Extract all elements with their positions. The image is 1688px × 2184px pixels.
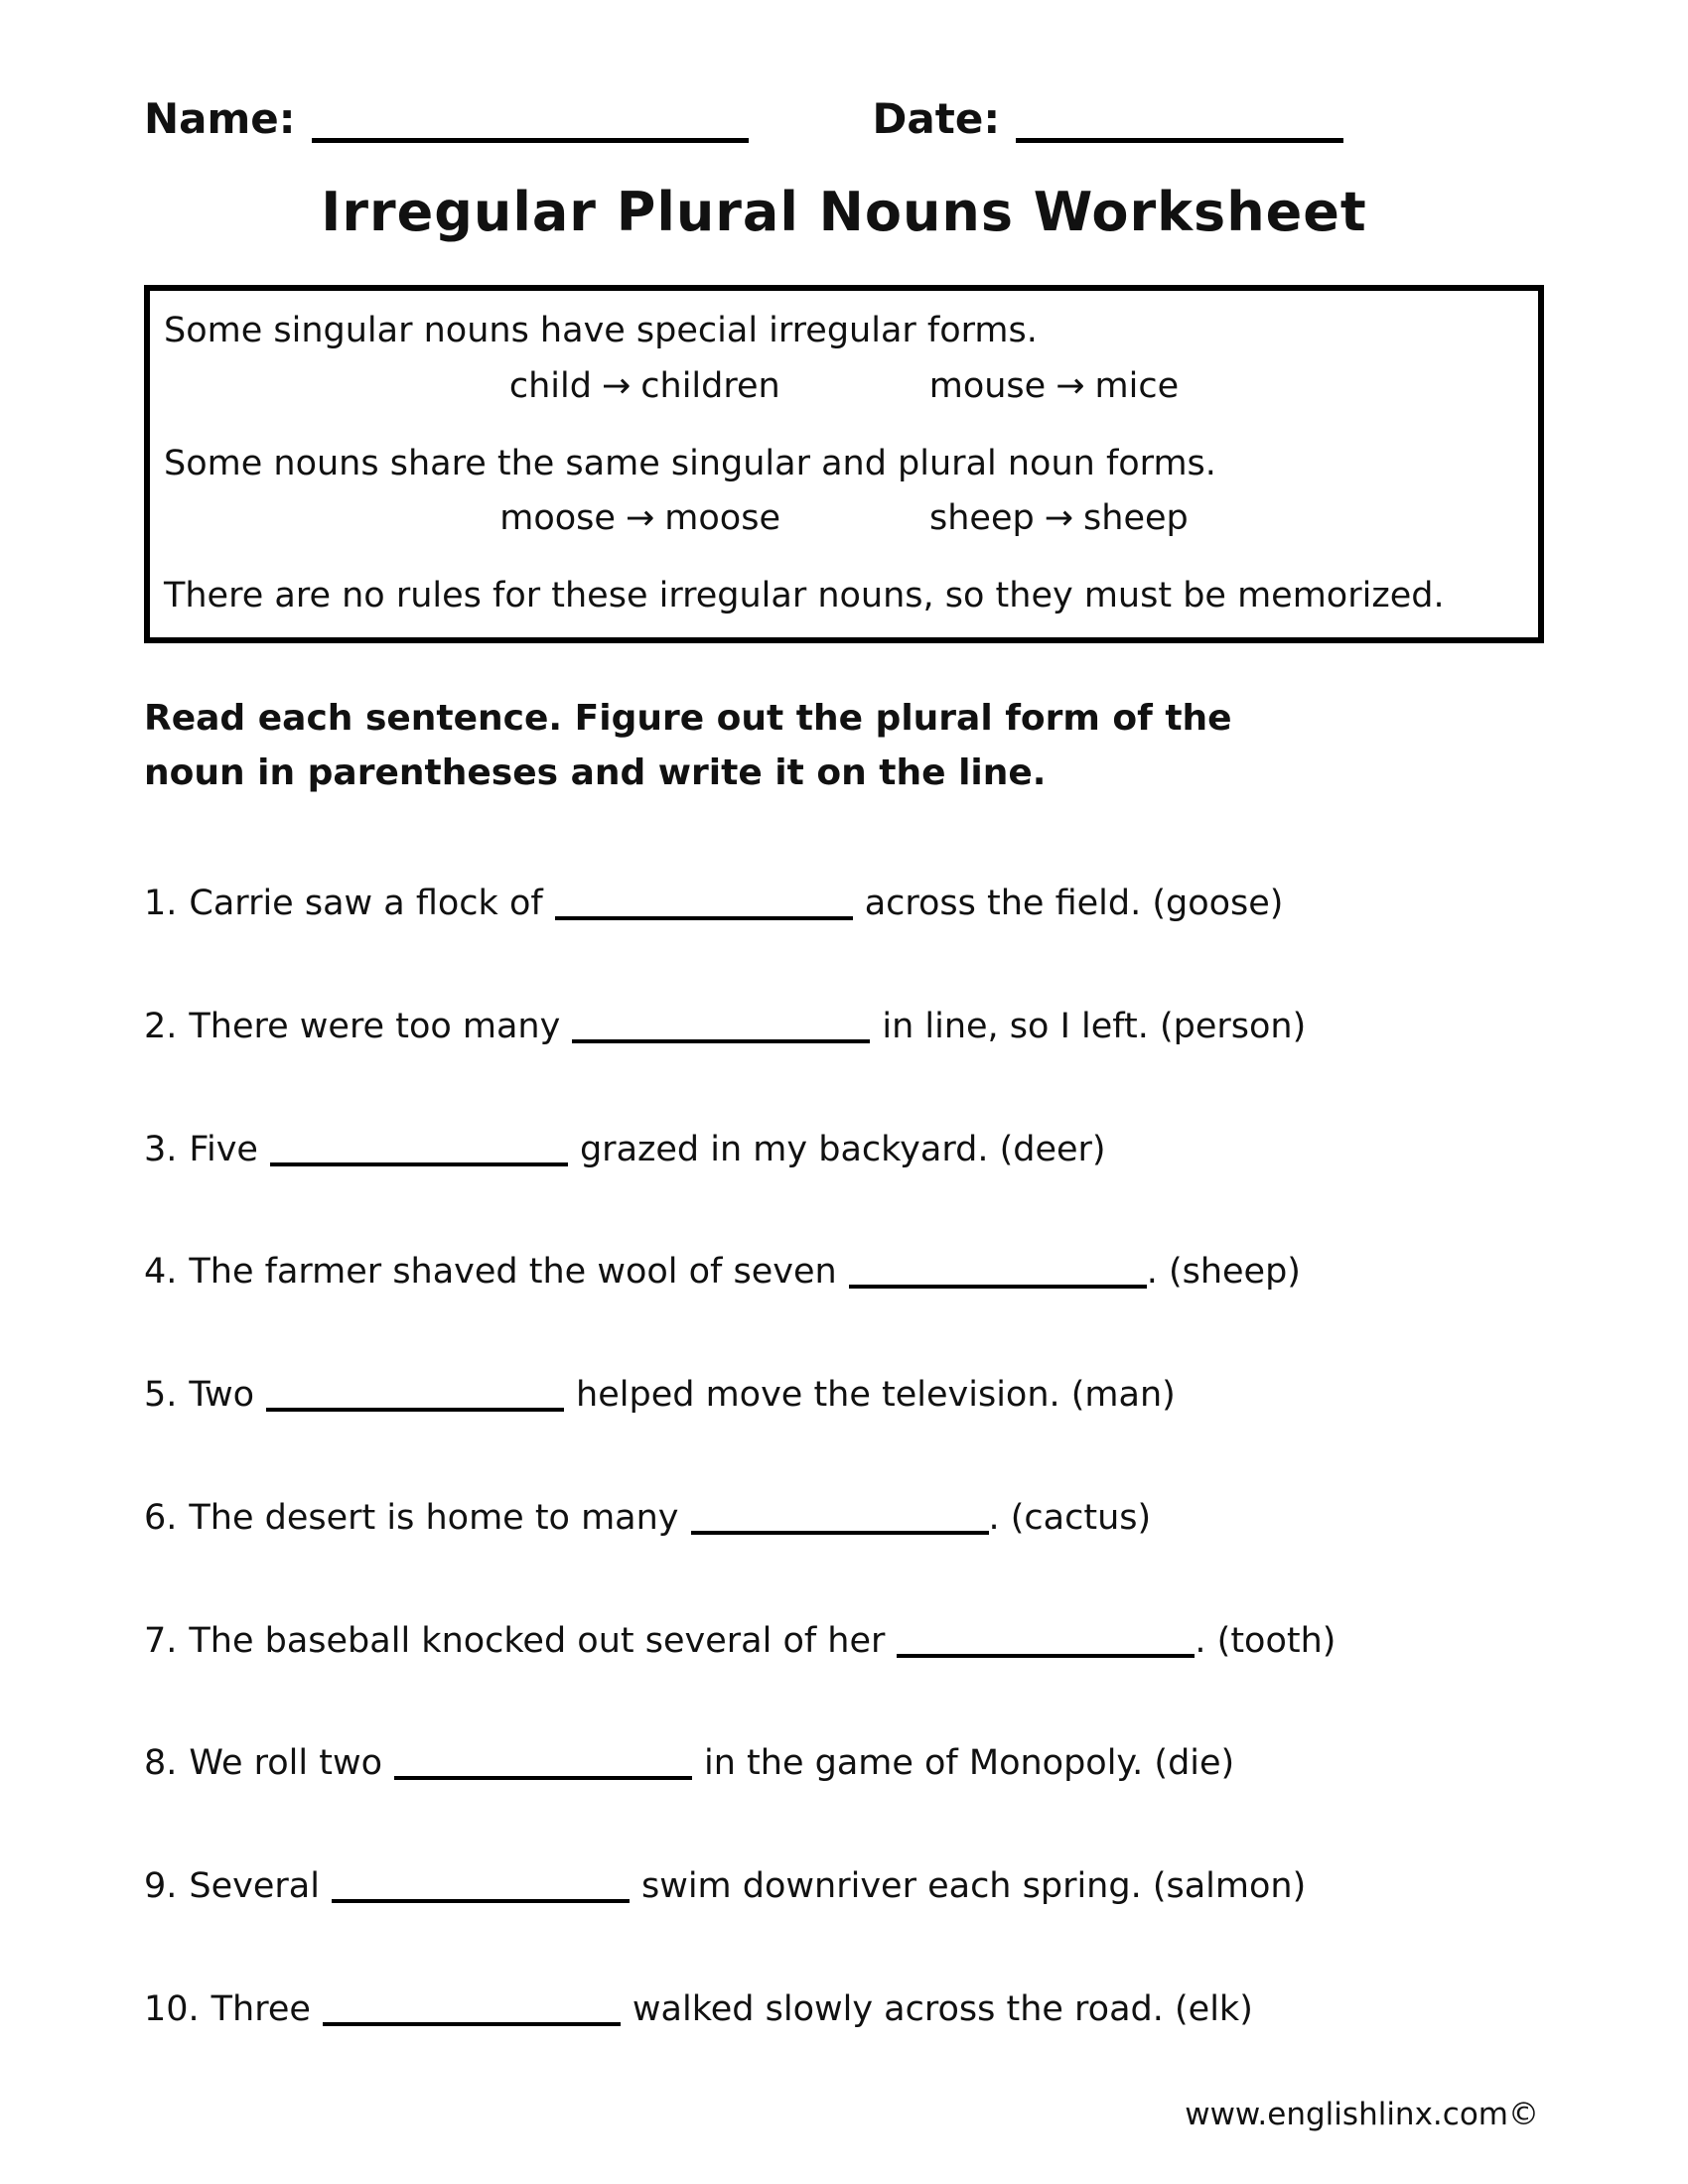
question-text-before: The baseball knocked out several of her	[189, 1620, 886, 1661]
example-mouse-mice	[929, 366, 1179, 406]
question-text-after: walked slowly across the road. (elk)	[632, 1988, 1253, 2029]
question-row-7	[144, 1620, 1544, 1664]
question-row-8	[144, 1742, 1544, 1786]
question-text-before: Two	[189, 1375, 255, 1416]
arrow-icon: →	[1055, 365, 1085, 406]
question-number: 3.	[144, 1129, 178, 1169]
page-title: Irregular Plural Nouns Worksheet	[321, 181, 1367, 243]
rule-1-examples	[164, 366, 1524, 406]
question-row-10	[144, 1988, 1544, 2032]
question-number: 5.	[144, 1375, 178, 1416]
question-text-before: There were too many	[189, 1006, 561, 1046]
example-singular: child	[508, 365, 592, 406]
question-number: 9.	[144, 1866, 178, 1907]
question-text-after: swim downriver each spring. (salmon)	[640, 1866, 1307, 1907]
question-row-3	[144, 1129, 1544, 1172]
question-number: 2.	[144, 1006, 178, 1046]
example-plural: children	[640, 365, 780, 406]
rule-3-text: There are no rules for these irregular nouns, so they must be memorized.	[164, 576, 1445, 615]
question-text-after: grazed in my backyard. (deer)	[579, 1129, 1106, 1169]
question-number: 10.	[144, 1988, 200, 2029]
example-plural: moose	[664, 498, 780, 538]
example-child-children	[509, 366, 780, 406]
footer-watermark: www.englishlinx.com©	[1185, 2097, 1539, 2132]
question-text-after: . (tooth)	[1195, 1620, 1336, 1661]
question-row-9	[144, 1865, 1544, 1909]
question-row-2	[144, 1006, 1544, 1049]
question-text-after: . (sheep)	[1146, 1252, 1301, 1293]
arrow-icon: →	[601, 365, 632, 406]
rule-1-text: Some singular nouns have special irregular forms.	[164, 311, 1038, 350]
arrow-icon: →	[625, 498, 655, 538]
answer-blank-1[interactable]	[555, 890, 853, 920]
header	[144, 94, 1544, 143]
question-number: 6.	[144, 1497, 178, 1538]
question-row-4	[144, 1251, 1544, 1295]
question-number: 7.	[144, 1620, 178, 1661]
answer-blank-8[interactable]	[394, 1750, 692, 1780]
question-row-1	[144, 883, 1544, 926]
example-singular: mouse	[928, 365, 1047, 406]
example-moose-moose	[499, 498, 780, 538]
rules-box	[144, 285, 1544, 643]
questions-list	[144, 883, 1544, 2032]
name-field	[144, 94, 749, 143]
question-text-before: Several	[189, 1866, 320, 1907]
answer-blank-2[interactable]	[572, 1014, 870, 1043]
name-blank[interactable]	[312, 133, 749, 143]
date-label: Date:	[872, 94, 1001, 143]
question-text-after: helped move the television. (man)	[576, 1375, 1176, 1416]
answer-blank-3[interactable]	[270, 1137, 568, 1166]
question-text-before: The farmer shaved the wool of seven	[189, 1252, 837, 1293]
instructions-text: Read each sentence. Figure out the plural form of the noun in parentheses and write it on the line.	[144, 697, 1232, 794]
answer-blank-6[interactable]	[691, 1505, 989, 1535]
date-field	[873, 94, 1344, 143]
answer-blank-4[interactable]	[849, 1259, 1147, 1289]
answer-blank-7[interactable]	[897, 1628, 1195, 1658]
example-plural: sheep	[1083, 498, 1189, 538]
question-text-after: . (cactus)	[988, 1497, 1152, 1538]
question-text-before: The desert is home to many	[189, 1497, 679, 1538]
question-row-6	[144, 1497, 1544, 1541]
answer-blank-9[interactable]	[332, 1873, 630, 1903]
question-text-before: Five	[189, 1129, 258, 1169]
answer-blank-5[interactable]	[266, 1382, 564, 1412]
question-text-before: Carrie saw a flock of	[189, 884, 543, 924]
example-plural: mice	[1094, 365, 1180, 406]
example-sheep-sheep	[929, 498, 1189, 538]
question-text-before: We roll two	[189, 1743, 382, 1784]
question-text-after: across the field. (goose)	[864, 884, 1284, 924]
question-number: 1.	[144, 884, 178, 924]
date-blank[interactable]	[1016, 133, 1343, 143]
rule-2-examples	[164, 498, 1524, 538]
question-text-after: in the game of Monopoly. (die)	[704, 1743, 1235, 1784]
question-row-5	[144, 1374, 1544, 1418]
arrow-icon: →	[1044, 498, 1074, 538]
question-text-after: in line, so I left. (person)	[882, 1006, 1307, 1046]
question-number: 8.	[144, 1743, 178, 1784]
question-text-before: Three	[211, 1988, 311, 2029]
question-number: 4.	[144, 1252, 178, 1293]
example-singular: sheep	[929, 498, 1035, 538]
name-label: Name:	[144, 94, 296, 143]
rule-2-text: Some nouns share the same singular and plural noun forms.	[164, 443, 1216, 483]
example-singular: moose	[499, 498, 616, 538]
answer-blank-10[interactable]	[323, 1996, 621, 2026]
